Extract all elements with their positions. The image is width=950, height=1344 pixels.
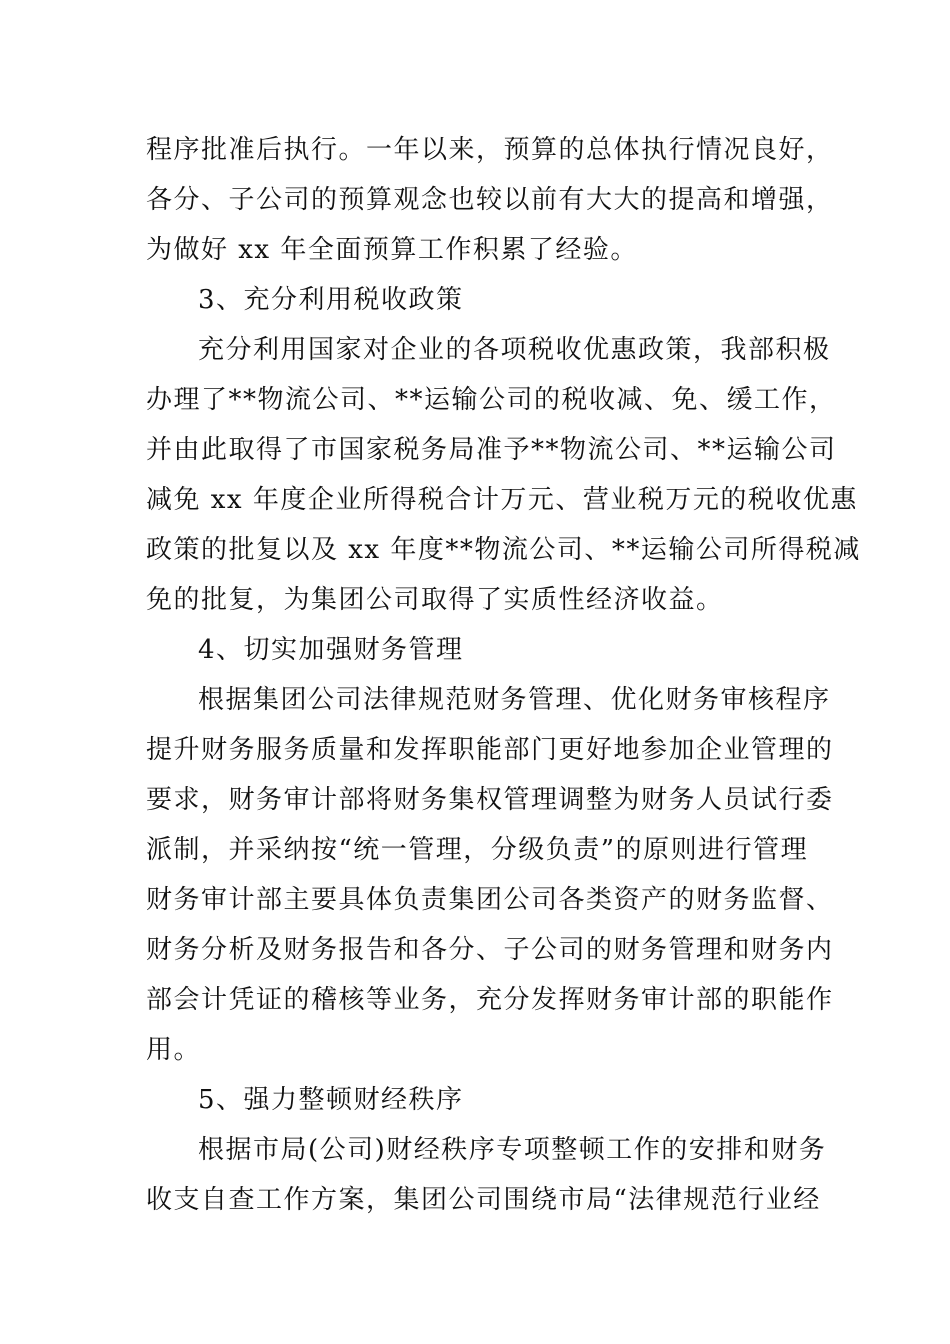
paragraph-line: 财务审计部主要具体负责集团公司各类资产的财务监督、 — [146, 885, 834, 915]
paragraph-line: 政策的批复以及 xx 年度**物流公司、**运输公司所得税减 — [146, 535, 861, 565]
paragraph-line: 要求，财务审计部将财务集权管理调整为财务人员试行委 — [146, 785, 834, 815]
paragraph-line: 根据市局(公司)财经秩序专项整顿工作的安排和财务 — [198, 1135, 827, 1165]
section-heading: 3、充分利用税收政策 — [198, 285, 464, 315]
paragraph-line: 并由此取得了市国家税务局准予**物流公司、**运输公司 — [146, 435, 837, 465]
paragraph-line: 各分、子公司的预算观念也较以前有大大的提高和增强， — [146, 185, 834, 215]
paragraph-line: 免的批复，为集团公司取得了实质性经济收益。 — [146, 585, 724, 615]
paragraph-line: 办理了**物流公司、**运输公司的税收减、免、缓工作， — [146, 385, 837, 415]
paragraph-line: 财务分析及财务报告和各分、子公司的财务管理和财务内 — [146, 935, 834, 965]
paragraph-line: 部会计凭证的稽核等业务，充分发挥财务审计部的职能作 — [146, 985, 834, 1015]
paragraph-line: 减免 xx 年度企业所得税合计万元、营业税万元的税收优惠 — [146, 485, 858, 515]
paragraph-line: 收支自查工作方案，集团公司围绕市局“法律规范行业经 — [146, 1185, 821, 1215]
paragraph-line: 根据集团公司法律规范财务管理、优化财务审核程序 — [198, 685, 831, 715]
paragraph-line: 充分利用国家对企业的各项税收优惠政策，我部积极 — [198, 335, 831, 365]
paragraph-line: 程序批准后执行。一年以来，预算的总体执行情况良好， — [146, 135, 834, 165]
paragraph-line: 用。 — [146, 1035, 202, 1065]
paragraph-line: 派制，并采纳按“统一管理，分级负责”的原则进行管理 — [146, 835, 809, 865]
paragraph-line: 为做好 xx 年全面预算工作积累了经验。 — [146, 235, 638, 265]
section-heading: 5、强力整顿财经秩序 — [198, 1085, 464, 1115]
paragraph-line: 提升财务服务质量和发挥职能部门更好地参加企业管理的 — [146, 735, 834, 765]
section-heading: 4、切实加强财务管理 — [198, 635, 464, 665]
